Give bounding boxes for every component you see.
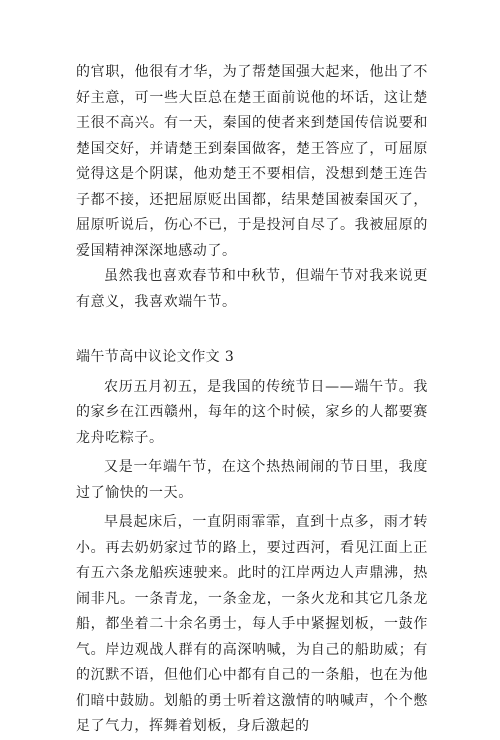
paragraph-conclusion: 虽然我也喜欢春节和中秋节，但端午节对我来说更有意义，我喜欢端午节。 bbox=[76, 268, 428, 310]
paragraph-dragon-boat-race: 早晨起床后，一直阴雨霏霏，直到十点多，雨才转小。再去奶奶家过节的路上，要过西河，看见江面上正有五六条龙船疾速驶来。此时的江岸两边人声鼎沸，热闹非凡。一条青龙，一条金龙，一条火龙和其它几条龙船，都坐着二十余名勇士，每人手中紧握划板，一鼓作气。岸边观战人群有的高深呐喊，为自己的船助威；有的沉默不语，但他们心中都有自己的一条船，也在为他们暗中鼓励。划船的勇士听着这激情的呐喊声，个个憋足了气力，挥舞着划板，身后激起的 bbox=[76, 514, 428, 734]
paragraph-festival-day: 又是一年端午节，在这个热热闹闹的节日里，我度过了愉快的一天。 bbox=[76, 459, 428, 501]
paragraph-qu-yuan-story: 的官职，他很有才华，为了帮楚国强大起来，他出了不好主意，可一些大臣总在楚王面前说他的坏话，这让楚王很不高兴。有一天，秦国的使者来到楚国传信说要和楚国交好，并请楚王到秦国做客，楚王答应了，可屈原觉得这是个阴谋，他劝楚王不要相信，没想到楚王连告子都不接，还把屈原贬出国都，结果楚国被秦国灭了，屈原听说后，伤心不已，于是投河自尽了。我被屈原的爱国精神深深地感动了。 bbox=[76, 64, 428, 259]
paragraph-intro: 农历五月初五，是我国的传统节日——端午节。我的家乡在江西赣州，每年的这个时候，家乡的人都要赛龙舟吃粽子。 bbox=[76, 378, 428, 446]
section-title: 端午节高中议论文作文 3 bbox=[76, 349, 235, 365]
document-body bbox=[76, 60, 428, 740]
